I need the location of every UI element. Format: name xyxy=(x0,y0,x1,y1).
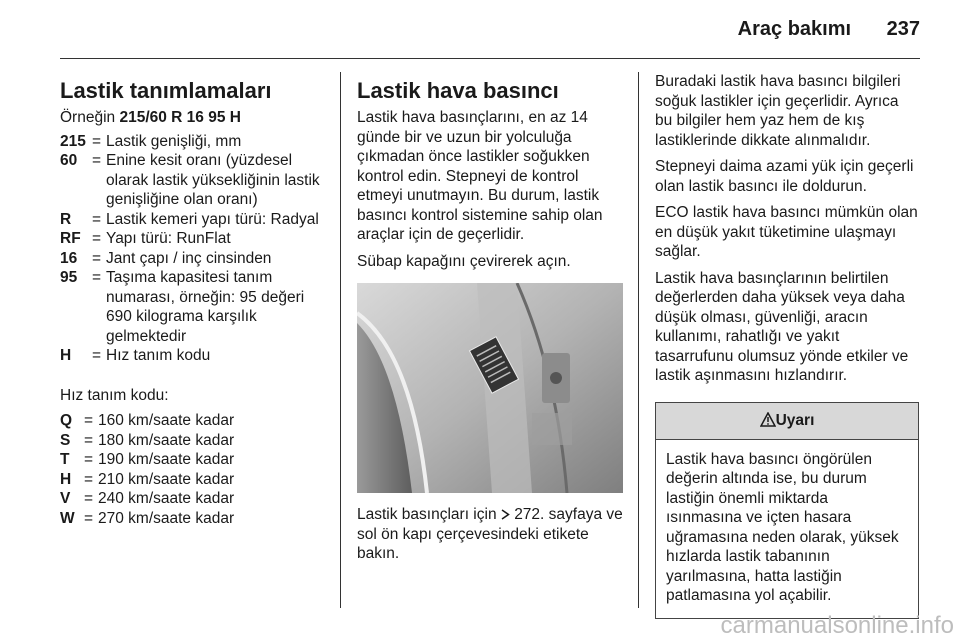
speed-text: 190 km/saate kadar xyxy=(98,451,235,468)
equals-sign: = xyxy=(92,230,102,247)
warning-box xyxy=(655,402,919,619)
column-tire-pressure xyxy=(357,72,623,571)
page-header xyxy=(738,18,920,41)
pressure-reference-text: 272. sayfaya ve sol ön kapı çerçevesindeki etikete bakın. xyxy=(357,506,623,562)
warning-title: Uyarı xyxy=(775,411,815,429)
warning-header xyxy=(656,403,918,440)
pressure-paragraph-1: Lastik hava basınçlarını, en az 14 günde bir ve uzun bir yolculuğa çıkmadan önce lastikler soğukken kontrol edin. Stepneyi de kontrol etmeyi unutmayın. Bu durum, lastik basıncı kontrol sistemine sahip olan araçlar için de geçerlidir. xyxy=(357,109,603,243)
definition-key: 215 xyxy=(60,132,86,150)
equals-sign: = xyxy=(84,470,94,488)
column-divider-1 xyxy=(340,72,341,608)
speed-text: 160 km/saate kadar xyxy=(98,412,235,429)
definition-key: 16 xyxy=(60,249,78,267)
speed-key: H xyxy=(60,470,72,488)
page-number: 237 xyxy=(886,18,920,40)
equals-sign: = xyxy=(84,451,94,468)
speed-list xyxy=(60,411,330,528)
equals-sign: = xyxy=(92,269,102,286)
definition-key: 60 xyxy=(60,152,78,169)
definition-key: 95 xyxy=(60,269,78,286)
definition-key: H xyxy=(60,347,72,364)
definition-row xyxy=(60,151,330,210)
notes-paragraph-2: Stepneyi daima azami yük için geçerli olan lastik basıncı ile doldurun. xyxy=(655,158,914,195)
definition-text: Hız tanım kodu xyxy=(106,347,211,364)
equals-sign: = xyxy=(92,249,102,267)
speed-text: 240 km/saate kadar xyxy=(98,490,235,507)
speed-key: T xyxy=(60,451,70,468)
definition-row xyxy=(60,249,330,269)
speed-row xyxy=(60,431,330,451)
definition-text: Jant çapı / inç cinsinden xyxy=(106,249,272,267)
column-pressure-notes xyxy=(655,72,920,619)
definition-text: Enine kesit oranı (yüzdesel olarak lastik yüksekliğinin lastik genişliğine olan oranı) xyxy=(106,152,320,208)
example-prefix: Örneğin xyxy=(60,109,116,126)
speed-text: 210 km/saate kadar xyxy=(98,470,235,488)
equals-sign: = xyxy=(84,431,94,449)
definition-row xyxy=(60,132,330,152)
section-heading-tire-pressure: Lastik hava basıncı xyxy=(357,78,559,103)
speed-key: W xyxy=(60,509,75,527)
header-divider xyxy=(60,58,920,59)
speed-text: 270 km/saate kadar xyxy=(98,509,235,527)
watermark: carmanualsonline.info xyxy=(720,612,954,639)
arrow-reference-icon xyxy=(501,506,514,523)
equals-sign: = xyxy=(92,347,102,364)
definition-text: Yapı türü: RunFlat xyxy=(106,230,231,247)
chapter-title: Araç bakımı xyxy=(737,18,852,40)
notes-paragraph-3: ECO lastik hava basıncı mümkün olan en düşük yakıt tüketimine ulaşmayı sağlar. xyxy=(655,204,918,260)
definition-list xyxy=(60,132,330,366)
equals-sign: = xyxy=(84,509,94,527)
speed-row xyxy=(60,509,330,529)
notes-paragraph-1: Buradaki lastik hava basıncı bilgileri soğuk lastikler için geçerlidir. Ayrıca bu bilgiler hem yaz hem de kış lastiklerinde dikkate alınmalıdır. xyxy=(655,73,901,149)
definition-key: RF xyxy=(60,230,81,247)
definition-row xyxy=(60,268,330,346)
door-frame-label-photo xyxy=(357,283,623,493)
definition-text: Taşıma kapasitesi tanım numarası, örneğin: 95 değeri 690 kilograma karşılık gelmektedir xyxy=(106,269,305,345)
equals-sign: = xyxy=(84,412,94,429)
speed-key: V xyxy=(60,490,71,507)
definition-key: R xyxy=(60,210,72,228)
warning-text: Lastik hava basıncı öngörülen değerin altında ise, bu durum lastiğin önemli miktarda ısınmasına ve içten hasara uğramasına neden olarak, yüksek hızlarda lastik tabanının yarılmasına, hatta lastiğin patlamasına yol açabilir. xyxy=(666,450,899,604)
column-tire-identification xyxy=(60,72,330,528)
pressure-paragraph-3 xyxy=(357,505,623,564)
example-code: 215/60 R 16 95 H xyxy=(119,109,241,126)
speed-row xyxy=(60,450,330,470)
definition-text: Lastik kemeri yapı türü: Radyal xyxy=(106,210,319,228)
speed-intro: Hız tanım kodu: xyxy=(60,386,169,404)
pressure-reference-prefix: Lastik basınçları için xyxy=(357,506,497,523)
definition-row xyxy=(60,229,330,249)
equals-sign: = xyxy=(84,490,94,507)
speed-key: S xyxy=(60,431,71,449)
speed-row xyxy=(60,489,330,509)
pressure-paragraph-2: Sübap kapağını çevirerek açın. xyxy=(357,252,571,270)
example-line xyxy=(60,108,330,128)
speed-text: 180 km/saate kadar xyxy=(98,431,235,449)
definition-text: Lastik genişliği, mm xyxy=(106,132,242,150)
equals-sign: = xyxy=(92,132,102,150)
equals-sign: = xyxy=(92,152,102,169)
speed-row xyxy=(60,470,330,490)
door-frame-illustration xyxy=(357,283,623,493)
speed-row xyxy=(60,411,330,431)
section-heading-tire-identification: Lastik tanımlamaları xyxy=(60,78,272,103)
equals-sign: = xyxy=(92,210,102,228)
notes-paragraph-4: Lastik hava basınçlarının belirtilen değerlerden daha yüksek veya daha düşük olması, güvenliği, aracın kullanımı, rahatlığı ve yakıt tasarrufunu olumsuz yönde etkiler ve lastik aşınmasını hızlandırır. xyxy=(655,269,909,384)
definition-row xyxy=(60,210,330,230)
definition-row xyxy=(60,346,330,366)
speed-key: Q xyxy=(60,412,73,429)
column-divider-2 xyxy=(638,72,639,608)
warning-triangle-icon xyxy=(760,411,776,431)
